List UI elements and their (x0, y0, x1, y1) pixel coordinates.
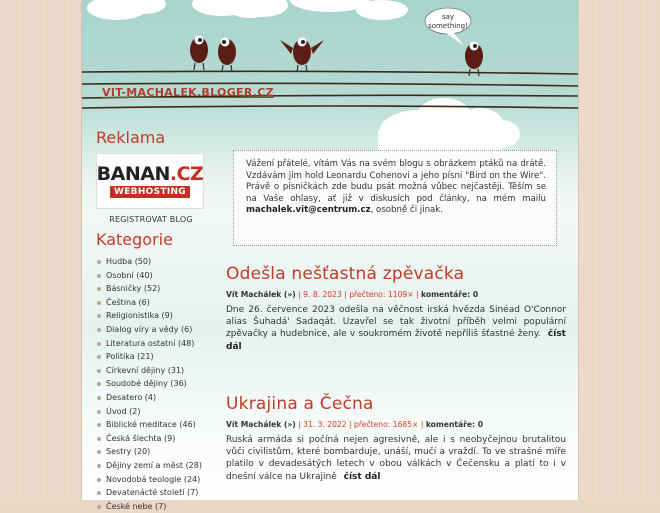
categories-list (96, 255, 214, 513)
meta-separator: | (295, 420, 304, 429)
post-read-count: přečteno: 1109× (349, 290, 414, 299)
left-background-panel (0, 0, 82, 500)
meta-separator: | (413, 290, 421, 299)
blog-post (226, 264, 566, 353)
category-link[interactable]: Biblické meditace (46) (96, 418, 214, 432)
bird-icon (190, 36, 208, 71)
post-read-count: přečteno: 1685× (354, 420, 419, 429)
post-comments-link[interactable]: komentáře: 0 (421, 290, 479, 299)
category-link[interactable]: Literatura ostatní (48) (96, 337, 214, 351)
post-meta (226, 290, 566, 299)
speech-bubble (425, 8, 471, 46)
category-link[interactable]: Devatenácté století (7) (96, 486, 214, 500)
ad-banner-subtitle: WEBHOSTING (110, 186, 190, 198)
speech-bubble-line-2: something! (428, 22, 468, 30)
site-title-link[interactable]: VIT-MACHALEK.BLOGER.CZ (102, 86, 274, 99)
post-title-link[interactable]: Odešla nešťastná zpěvačka (226, 264, 465, 284)
category-link[interactable]: Církevní dějiny (31) (96, 364, 214, 378)
category-link[interactable]: Religionistika (9) (96, 309, 214, 323)
category-link[interactable]: Politika (21) (96, 350, 214, 364)
category-link[interactable]: Čeština (6) (96, 296, 214, 310)
post-title-link[interactable]: Ukrajina a Čečna (226, 394, 374, 414)
category-link[interactable]: Soudobé dějiny (36) (96, 377, 214, 391)
blog-post (226, 394, 566, 483)
bird-icon (465, 42, 483, 77)
category-link[interactable]: Osobní (40) (96, 269, 214, 283)
categories-heading: Kategorie (96, 230, 173, 249)
category-link[interactable]: České nebe (7) (96, 500, 214, 513)
meta-separator: | (341, 290, 350, 299)
welcome-message-box (233, 150, 557, 246)
post-comments-link[interactable]: komentáře: 0 (425, 420, 483, 429)
read-more-link[interactable]: číst dál (343, 471, 381, 482)
ad-banner-logo: BANAN.CZ (96, 163, 204, 185)
right-background-panel (578, 0, 660, 500)
post-excerpt: Dne 26. července 2023 odešla na věčnost irská hvězda Sinéad O'Connor alias Šuhadá' Sadaqát. Uzavřel se tak životní příběh velmi populární zpěvačky a hudebnice, ale v soukromém životě nepříliš šťastné ženy. číst dál (226, 305, 566, 352)
welcome-text: Vážení přátelé, vítám Vás na svém blogu s obrázkem ptáků na drátě. Vzdávám jím hold Leonardu Cohenovi a jeho písni "Bird on the Wire". Právě o písničkách zde budu psát možná vůbec nejčastěji. Těším se na Vaše ohlasy, ať již v diskusích pod články, na mém mailu (246, 159, 546, 204)
bird-icon (218, 38, 236, 73)
category-link[interactable]: Desatero (4) (96, 391, 214, 405)
speech-bubble-line-1: say (441, 13, 455, 21)
ad-banner[interactable] (96, 153, 204, 209)
post-author-link[interactable]: Vít Machálek (») (226, 420, 296, 429)
category-link[interactable]: Česká šlechta (9) (96, 432, 214, 446)
post-author-link[interactable]: Vít Machálek (») (226, 290, 296, 299)
meta-separator: | (418, 420, 426, 429)
bird-icon (280, 38, 324, 73)
welcome-text-end: , osobně či jinak. (370, 205, 444, 216)
post-excerpt: Ruská armáda si počíná nejen agresivně, ale i s neobyčejnou brutalitou vůči civilistům, které bombarduje, unáší, mučí a vraždí. To ve strašné míře platilo v devadesátých letech v obou válkách v Čečensku a platí to i v dnešní válce na Ukrajině číst dál (226, 435, 566, 482)
register-blog-link[interactable]: REGISTROVAT BLOG (109, 215, 193, 224)
post-date: 31. 3. 2022 (303, 420, 347, 429)
meta-separator: | (295, 290, 304, 299)
post-date: 9. 8. 2023 (303, 290, 342, 299)
cloud-top-left (87, 0, 166, 20)
post-meta (226, 420, 566, 429)
category-link[interactable]: Hudba (50) (96, 255, 214, 269)
category-link[interactable]: Dějiny zemí a měst (28) (96, 459, 214, 473)
cloud-top-right (236, 0, 408, 20)
category-link[interactable]: Sestry (20) (96, 445, 214, 459)
category-link[interactable]: Novodobá teologie (24) (96, 473, 214, 487)
meta-separator: | (346, 420, 355, 429)
category-link[interactable]: Dialog víry a vědy (6) (96, 323, 214, 337)
author-email-link[interactable]: machalek.vit@centrum.cz (246, 205, 371, 216)
ad-heading: Reklama (96, 128, 166, 147)
sidebar (96, 128, 214, 513)
read-more-link[interactable]: číst dál (226, 329, 566, 352)
category-link[interactable]: Básničky (52) (96, 282, 214, 296)
category-link[interactable]: Úvod (2) (96, 405, 214, 419)
